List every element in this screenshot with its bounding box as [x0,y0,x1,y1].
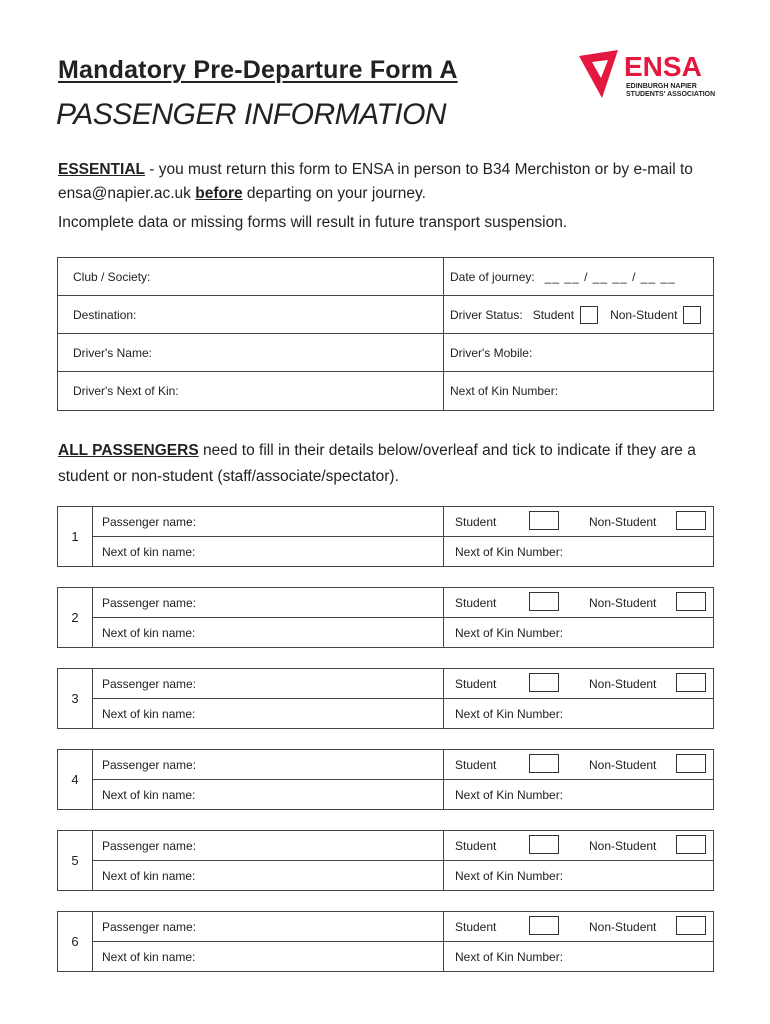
journey-info-table [57,257,714,411]
next-of-kin-number-field[interactable]: Next of Kin Number: [455,788,564,802]
passenger-name-field[interactable]: Passenger name: [102,515,197,529]
non-student-checkbox[interactable] [676,916,706,935]
driver-mobile-field[interactable]: Driver's Mobile: [450,345,533,360]
intro-text-1: - you must return this form to ENSA in person to B34 Merchiston or by e-mail to ensa@napier.ac.uk [58,161,693,202]
passenger-name-field[interactable]: Passenger name: [102,920,197,934]
info-row-driver [58,334,713,372]
non-student-label: Non-Student [589,920,657,934]
student-label: Student [455,839,497,853]
date-label: Date of journey: [450,269,535,284]
ensa-logo [576,48,726,102]
before-label: before [195,185,243,202]
non-student-label: Non-Student [589,839,657,853]
student-label: Student [455,758,497,772]
student-checkbox[interactable] [529,673,559,692]
non-student-checkbox[interactable] [676,592,706,611]
non-student-checkbox[interactable] [676,673,706,692]
passenger-name-field[interactable]: Passenger name: [102,758,197,772]
passenger-number: 2 [58,588,93,647]
destination-field[interactable]: Destination: [73,307,137,322]
ensa-logo-line2: STUDENTS' ASSOCIATION [626,91,716,98]
student-label: Student [455,920,497,934]
next-of-kin-name-field[interactable]: Next of kin name: [102,626,196,640]
next-of-kin-number-field[interactable]: Next of Kin Number: [455,950,564,964]
student-checkbox[interactable] [529,916,559,935]
info-row-destination [58,296,713,334]
club-society-field[interactable]: Club / Society: [73,269,151,284]
passenger-name-field[interactable]: Passenger name: [102,839,197,853]
passenger-block [57,506,714,567]
next-of-kin-number-field[interactable]: Next of Kin Number: [455,626,564,640]
passenger-block [57,668,714,729]
all-passengers-text: need to fill in their details below/overleaf and tick to indicate if they are a student or non-student (staff/associate/spectator). [58,442,696,485]
essential-label: ESSENTIAL [58,161,145,178]
all-passengers-label: ALL PASSENGERS [58,442,199,459]
next-of-kin-name-field[interactable]: Next of kin name: [102,950,196,964]
passenger-block [57,911,714,972]
passenger-name-field[interactable]: Passenger name: [102,677,197,691]
driver-status-field [450,296,709,333]
student-label: Student [455,515,497,529]
driver-student-checkbox[interactable] [580,306,598,324]
next-of-kin-number-field[interactable]: Next of Kin Number: [455,869,564,883]
student-checkbox[interactable] [529,511,559,530]
next-of-kin-number-field[interactable]: Next of Kin Number: [455,707,564,721]
ensa-logo-mark [579,50,618,98]
intro-text-2: departing on your journey. [242,185,426,202]
passenger-block [57,587,714,648]
driver-name-field[interactable]: Driver's Name: [73,345,152,360]
date-of-journey-field[interactable] [450,258,676,295]
info-row-club [58,258,713,296]
ensa-logo-text: ENSA [624,51,702,82]
driver-next-of-kin-field[interactable]: Driver's Next of Kin: [73,384,179,398]
next-of-kin-name-field[interactable]: Next of kin name: [102,788,196,802]
non-student-label: Non-Student [589,515,657,529]
passenger-block [57,749,714,810]
student-label: Student [455,677,497,691]
passenger-number: 3 [58,669,93,728]
student-checkbox[interactable] [529,754,559,773]
passenger-number: 1 [58,507,93,566]
form-title: Mandatory Pre-Departure Form A [58,56,458,84]
driver-non-student-checkbox[interactable] [683,306,701,324]
non-student-label: Non-Student [589,758,657,772]
non-student-label: Non-Student [589,596,657,610]
passenger-block [57,830,714,891]
next-of-kin-number-field[interactable]: Next of Kin Number: [455,545,564,559]
driver-student-label: Student [532,307,575,322]
next-of-kin-name-field[interactable]: Next of kin name: [102,707,196,721]
next-of-kin-name-field[interactable]: Next of kin name: [102,869,196,883]
all-passengers-instructions [58,438,738,490]
next-of-kin-name-field[interactable]: Next of kin name: [102,545,196,559]
student-checkbox[interactable] [529,592,559,611]
non-student-checkbox[interactable] [676,835,706,854]
intro-paragraph [58,158,738,206]
page-subtitle: PASSENGER INFORMATION [56,98,447,131]
warning-text: Incomplete data or missing forms will result in future transport suspension. [58,214,568,231]
date-blank: __ __ / __ __ / __ __ [544,269,676,284]
student-checkbox[interactable] [529,835,559,854]
student-label: Student [455,596,497,610]
info-row-nok [58,372,713,410]
driver-status-label: Driver Status: [450,307,523,322]
passenger-number: 5 [58,831,93,890]
next-of-kin-number-field[interactable]: Next of Kin Number: [450,384,559,398]
ensa-logo-line1: EDINBURGH NAPIER [626,83,697,90]
non-student-checkbox[interactable] [676,511,706,530]
passenger-name-field[interactable]: Passenger name: [102,596,197,610]
passenger-number: 4 [58,750,93,809]
non-student-label: Non-Student [589,677,657,691]
passenger-number: 6 [58,912,93,971]
driver-non-student-label: Non-Student [610,307,678,322]
non-student-checkbox[interactable] [676,754,706,773]
